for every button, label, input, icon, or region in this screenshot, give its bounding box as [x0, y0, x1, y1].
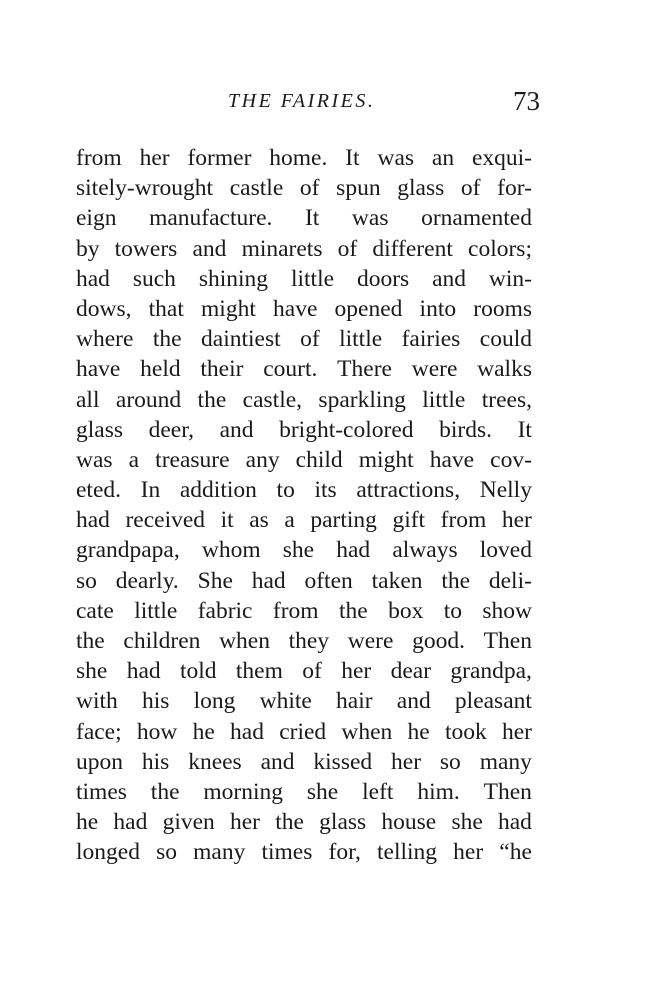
text-line: with his long white hair and pleasant [76, 688, 532, 715]
text-line: eign manufacture. It was ornamented [76, 205, 532, 232]
text-line: had received it as a parting gift from her [76, 507, 532, 534]
text-line: grandpapa, whom she had always loved [76, 537, 532, 564]
text-line: upon his knees and kissed her so many [76, 748, 532, 775]
running-head-title: THE FAIRIES. [228, 90, 376, 112]
body-text [76, 143, 532, 868]
text-line: longed so many times for, telling her “he [76, 839, 532, 866]
text-line: by towers and minarets of different colors; [76, 235, 532, 262]
text-line: he had given her the glass house she had [76, 809, 532, 836]
text-line: face; how he had cried when he took her [76, 718, 532, 745]
text-line: glass deer, and bright-colored birds. It [76, 416, 532, 443]
page-number: 73 [513, 86, 540, 116]
text-line: where the daintiest of little fairies could [76, 326, 532, 353]
text-line: eted. In addition to its attractions, Nelly [76, 477, 532, 504]
text-line: times the morning she left him. Then [76, 778, 532, 805]
text-line: was a treasure any child might have cov- [76, 446, 532, 473]
text-line: she had told them of her dear grandpa, [76, 658, 532, 685]
text-line: have held their court. There were walks [76, 356, 532, 383]
running-head [0, 86, 653, 126]
text-line: sitely-wrought castle of spun glass of for- [76, 175, 532, 202]
text-line: so dearly. She had often taken the deli- [76, 567, 532, 594]
text-line: cate little fabric from the box to show [76, 597, 532, 624]
text-line: the children when they were good. Then [76, 628, 532, 654]
text-line: from her former home. It was an exqui- [76, 145, 532, 171]
text-line: dows, that might have opened into rooms [76, 295, 532, 322]
text-line: had such shining little doors and win- [76, 265, 532, 292]
text-line: all around the castle, sparkling little trees, [76, 386, 532, 413]
